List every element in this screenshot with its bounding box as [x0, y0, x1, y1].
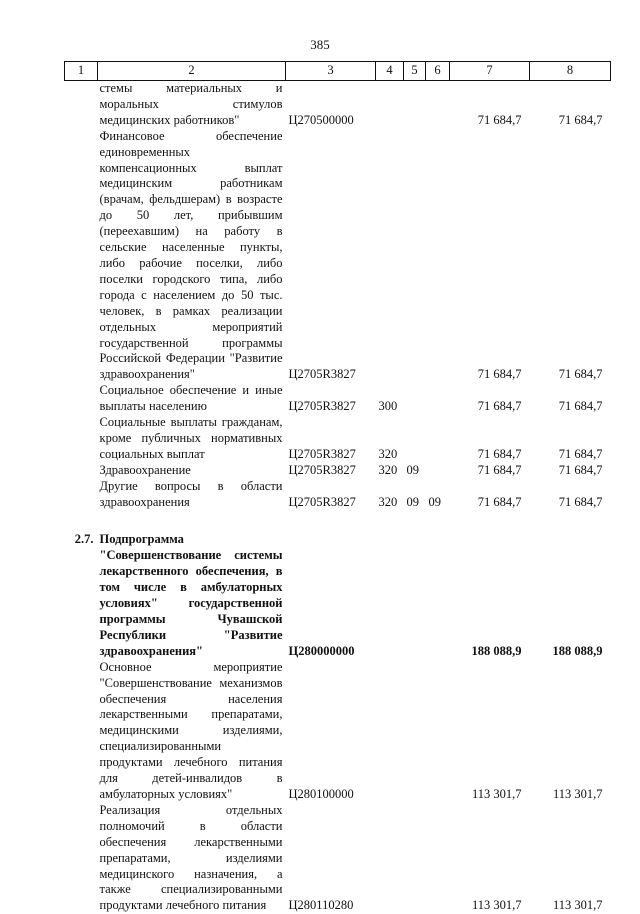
row-amount-8: 71 684,7 — [558, 399, 603, 414]
row-code: Ц280110280 — [288, 898, 354, 913]
header-col-4: 4 — [376, 62, 404, 81]
row-col4 — [376, 532, 404, 659]
row-col5: 09 — [406, 494, 419, 509]
row-number — [65, 479, 98, 511]
row-col6 — [426, 81, 450, 129]
row-col5 — [404, 803, 426, 914]
row-col5 — [404, 660, 426, 803]
row-amount-7: 71 684,7 — [477, 494, 522, 509]
header-col-8: 8 — [530, 62, 611, 81]
budget-table — [64, 61, 611, 914]
row-col5 — [404, 81, 426, 129]
row-col6: 09 — [428, 494, 441, 509]
header-col-7: 7 — [450, 62, 530, 81]
row-number — [65, 660, 98, 803]
row-code: Ц2705R3827 — [288, 494, 356, 509]
row-amount-8: 71 684,7 — [558, 462, 603, 477]
row-number: 2.7. — [74, 532, 94, 547]
row-col5 — [404, 532, 426, 659]
row-code: Ц280100000 — [288, 786, 354, 801]
row-amount-8: 71 684,7 — [558, 494, 603, 509]
row-col4 — [376, 81, 404, 129]
row-col4: 320 — [378, 446, 398, 461]
row-col4: 300 — [378, 399, 398, 414]
spacer-row — [65, 510, 611, 532]
header-col-5: 5 — [404, 62, 426, 81]
row-amount-7: 113 301,7 — [471, 786, 522, 801]
row-amount-8: 113 301,7 — [552, 786, 603, 801]
table-row — [65, 383, 611, 415]
row-name: стемы материальных и моральных стимулов медицинских работников" — [99, 81, 283, 127]
row-number — [65, 129, 98, 384]
row-col5 — [404, 129, 426, 384]
row-amount-8: 188 088,9 — [552, 643, 603, 658]
row-name: Финансовое обеспечение единовременных компенсационных выплат медицинским работникам (врачам, фельдшерам) в возрасте до 50 лет, прибывшим (переехавшим) на работу в сельские населенные пункты, либо рабочие поселки, либо поселки городского типа, либо города с населением до 50 тыс. человек, в рамках реализации отдельных мероприятий государственной программы Российской Федерации "Развитие здравоохранения" — [99, 128, 283, 382]
table-row — [65, 81, 611, 129]
table-row — [65, 463, 611, 479]
row-number — [65, 383, 98, 415]
row-amount-7: 71 684,7 — [477, 112, 522, 127]
row-name: Другие вопросы в области здравоохранения — [99, 478, 283, 509]
header-col-3: 3 — [286, 62, 376, 81]
row-name: Основное мероприятие "Совершенствование механизмов обеспечения населения лекарственными препаратами, медицинскими изделиями, специализированными продуктами лечебного питания для детей-инвалидов в амбулаторных условиях" — [99, 659, 283, 801]
table-row-subprogram — [65, 532, 611, 659]
row-code: Ц270500000 — [288, 112, 354, 127]
row-col6 — [426, 129, 450, 384]
header-row — [65, 62, 611, 81]
row-number — [65, 415, 98, 463]
row-code: Ц2705R3827 — [288, 446, 356, 461]
row-amount-7: 71 684,7 — [477, 446, 522, 461]
table-row — [65, 660, 611, 803]
row-amount-7: 188 088,9 — [471, 643, 522, 658]
row-col6 — [426, 532, 450, 659]
row-code: Ц2705R3827 — [288, 462, 356, 477]
row-col4: 320 — [378, 462, 398, 477]
row-name: Здравоохранение — [99, 462, 191, 477]
table-row — [65, 803, 611, 914]
row-col5 — [404, 383, 426, 415]
spacer-cell — [65, 510, 611, 532]
row-amount-7: 71 684,7 — [477, 462, 522, 477]
row-col6 — [426, 415, 450, 463]
table-row — [65, 479, 611, 511]
row-name: Реализация отдельных полномочий в области обеспечения лекарственными препаратами, изделиями медицинского назначения, а также специализированными продуктами лечебного питания — [99, 802, 283, 913]
header-col-2: 2 — [98, 62, 286, 81]
row-amount-7: 113 301,7 — [471, 898, 522, 913]
header-col-6: 6 — [426, 62, 450, 81]
row-number — [65, 81, 98, 129]
row-name: Социальные выплаты гражданам, кроме публичных нормативных социальных выплат — [99, 415, 283, 461]
row-code: Ц2705R3827 — [288, 399, 356, 414]
row-code: Ц2705R3827 — [288, 367, 356, 382]
row-number — [65, 803, 98, 914]
row-amount-8: 113 301,7 — [552, 898, 603, 913]
row-name: Социальное обеспечение и иные выплаты населению — [99, 383, 283, 414]
row-amount-8: 71 684,7 — [558, 112, 603, 127]
table-row — [65, 129, 611, 384]
row-col5 — [404, 415, 426, 463]
header-col-1: 1 — [65, 62, 98, 81]
row-col6 — [426, 803, 450, 914]
row-amount-8: 71 684,7 — [558, 446, 603, 461]
row-col6 — [426, 660, 450, 803]
row-col5: 09 — [406, 462, 419, 477]
page-number: 385 — [310, 37, 330, 52]
row-col6 — [426, 383, 450, 415]
row-code: Ц280000000 — [288, 643, 355, 658]
row-amount-7: 71 684,7 — [477, 399, 522, 414]
row-name: Подпрограмма "Совершенствование системы лекарственного обеспечения, в том числе в амбулаторных условиях" государственной программы Чувашской Республики "Развитие здравоохранения" — [99, 532, 283, 658]
row-col4 — [376, 803, 404, 914]
table-row — [65, 415, 611, 463]
row-col4 — [376, 660, 404, 803]
row-col4: 320 — [378, 494, 398, 509]
row-col6 — [426, 463, 450, 479]
row-amount-7: 71 684,7 — [477, 367, 522, 382]
row-col4 — [376, 129, 404, 384]
row-amount-8: 71 684,7 — [558, 367, 603, 382]
row-number — [65, 463, 98, 479]
